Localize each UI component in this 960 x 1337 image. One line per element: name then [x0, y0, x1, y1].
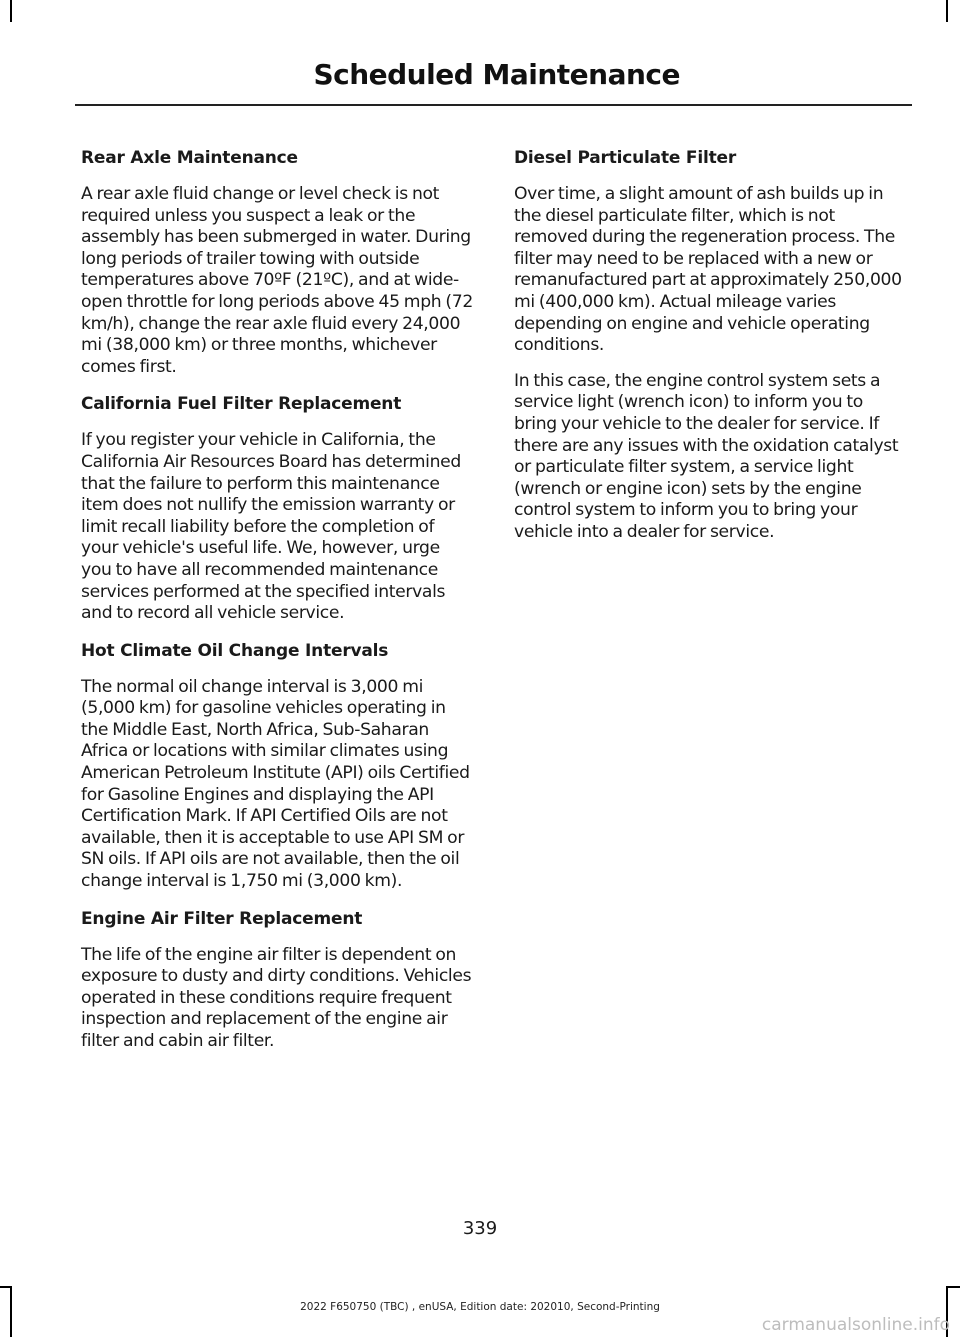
page-header-title: Scheduled Maintenance	[313, 58, 680, 91]
crop-mark-top-left	[10, 0, 12, 22]
right-column	[514, 146, 907, 558]
section-heading-diesel-particulate-filter: Diesel Particulate Filter	[514, 148, 737, 168]
section-text-diesel-particulate-filter-2: In this case, the engine control system sets a service light (wrench icon) to inform you to bring your vehicle to the dealer for service. If there are any issues with the oxidation catalyst or particulate filter system, a service light (wrench or engine icon) sets by the engine control system to inform you to bring your vehicle into a dealer for service.	[514, 370, 899, 542]
crop-mark-bottom-right-h	[946, 1286, 960, 1288]
header-rule	[75, 104, 912, 106]
section-heading-rear-axle: Rear Axle Maintenance	[81, 148, 298, 168]
section-text-hot-climate-oil: The normal oil change interval is 3,000 mi (5,000 km) for gasoline vehicles operating in the Middle East, North Africa, Sub-Saharan Africa or locations with similar climates using American Petroleum Institute (API) oils Certified for Gasoline Engines and displaying the API Certification Mark. If API Certified Oils are not available, then it is acceptable to use API SM or SN oils. If API oils are not available, then the oil change interval is 1,750 mi (3,000 km).	[81, 676, 470, 892]
section-text-california-fuel-filter: If you register your vehicle in California, the California Air Resources Board has determined that the failure to perform this maintenance item does not nullify the emission warranty or limit recall liability before the completion of your vehicle's useful life. We, however, urge you to have all recommended maintenance services performed at the specified intervals and to record all vehicle service.	[81, 430, 461, 624]
footer-edition-info: 2022 F650750 (TBC) , enUSA, Edition date: 202010, Second-Printing	[300, 1301, 660, 1313]
crop-mark-top-right	[946, 0, 948, 22]
section-heading-california-fuel-filter: California Fuel Filter Replacement	[81, 394, 402, 415]
watermark: carmanualsonline.info	[761, 1315, 950, 1335]
page-number: 339	[462, 1218, 498, 1239]
crop-mark-bottom-left-h	[0, 1286, 12, 1288]
section-text-diesel-particulate-filter-1: Over time, a slight amount of ash builds up in the diesel particulate filter, which is not removed during the regeneration process. The filter may need to be replaced with a new or remanufactured part at approximately 250,000 mi (400,000 km). Actual mileage varies depending on engine and vehicle operating conditions.	[514, 184, 902, 356]
left-column	[81, 146, 474, 1067]
section-text-rear-axle: A rear axle fluid change or level check is not required unless you suspect a leak or the assembly has been submerged in water. During long periods of trailer towing with outside temperatures above 70ºF (21ºC), and at wide-open throttle for long periods above 45 mph (72 km/h), change the rear axle fluid every 24,000 mi (38,000 km) or three months, whichever comes first.	[81, 184, 473, 377]
section-text-engine-air-filter: The life of the engine air filter is dependent on exposure to dusty and dirty conditions. Vehicles operated in these conditions require frequent inspection and replacement of the engine air filter and cabin air filter.	[81, 944, 472, 1051]
section-heading-hot-climate-oil: Hot Climate Oil Change Intervals	[81, 640, 389, 661]
section-heading-engine-air-filter: Engine Air Filter Replacement	[81, 908, 363, 929]
